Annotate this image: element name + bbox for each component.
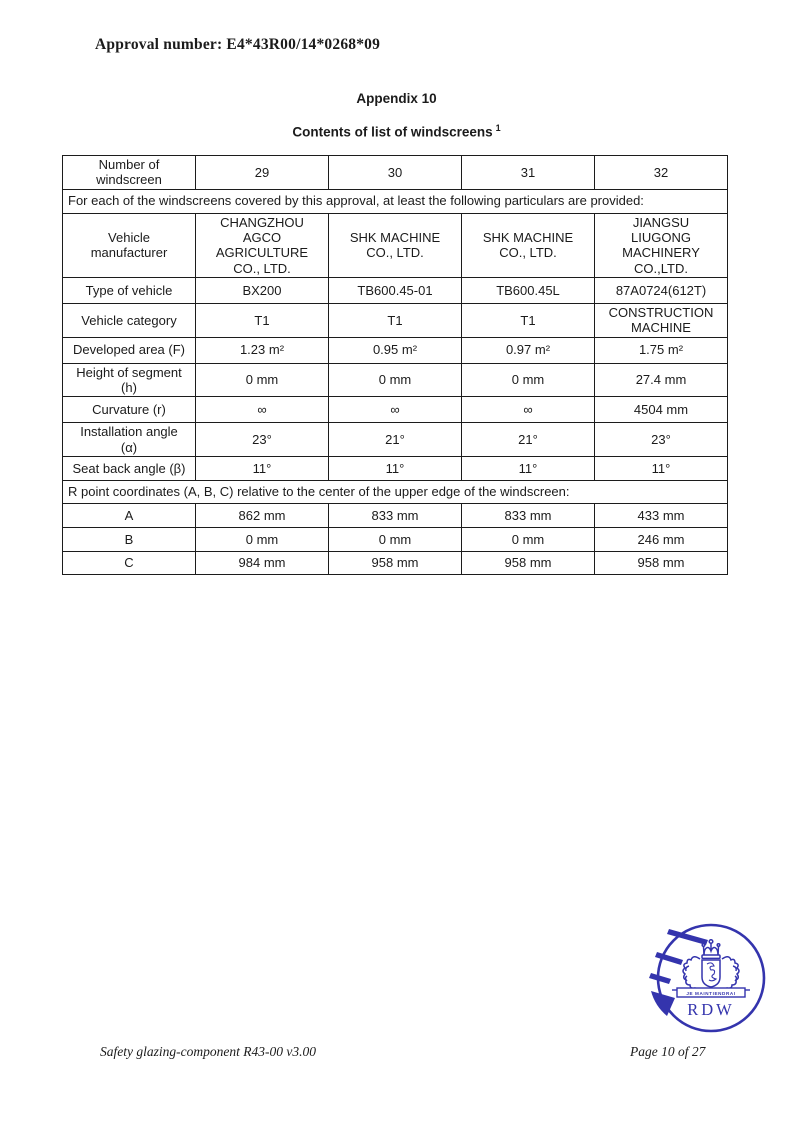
cell: 433 mm [595, 503, 728, 527]
cell: SHK MACHINE CO., LTD. [329, 213, 462, 277]
cell: 23° [595, 423, 728, 457]
subtitle-footnote-marker: 1 [495, 123, 501, 133]
cell: 0 mm [462, 363, 595, 397]
table-row [63, 156, 728, 190]
row-label: Installation angle (α) [63, 423, 196, 457]
windscreen-table [62, 155, 728, 575]
row-label: Number of windscreen [63, 156, 196, 190]
cell: 0 mm [462, 527, 595, 551]
cell: 23° [196, 423, 329, 457]
cell: ∞ [462, 397, 595, 423]
table-row [63, 303, 728, 337]
table-row [63, 480, 728, 503]
cell: 833 mm [329, 503, 462, 527]
row-label: A [63, 503, 196, 527]
row-label: Curvature (r) [63, 397, 196, 423]
cell: 958 mm [329, 551, 462, 574]
table-row [63, 363, 728, 397]
document-version: Safety glazing-component R43-00 v3.00 [100, 1044, 316, 1059]
cell: BX200 [196, 277, 329, 303]
rdw-logo-icon [645, 918, 780, 1033]
cell: 0 mm [196, 527, 329, 551]
cell: 0 mm [196, 363, 329, 397]
cell: 11° [329, 456, 462, 480]
cell: 862 mm [196, 503, 329, 527]
cell: CONSTRUCTION MACHINE [595, 303, 728, 337]
cell: 958 mm [462, 551, 595, 574]
cell: ∞ [329, 397, 462, 423]
cell: 30 [329, 156, 462, 190]
cell: T1 [462, 303, 595, 337]
cell: 4504 mm [595, 397, 728, 423]
table-note: For each of the windscreens covered by this approval, at least the following particulars are provided: [63, 189, 728, 213]
cell: 833 mm [462, 503, 595, 527]
rdw-stamp-logo [645, 918, 780, 1033]
cell: 0.95 m² [329, 337, 462, 363]
cell: 31 [462, 156, 595, 190]
cell: 11° [196, 456, 329, 480]
cell: ∞ [196, 397, 329, 423]
row-label: Type of vehicle [63, 277, 196, 303]
cell: SHK MACHINE CO., LTD. [462, 213, 595, 277]
table-row [63, 397, 728, 423]
row-label: C [63, 551, 196, 574]
cell: TB600.45L [462, 277, 595, 303]
cell: 0 mm [329, 363, 462, 397]
cell: 87A0724(612T) [595, 277, 728, 303]
appendix-title: Appendix 10 [356, 91, 437, 106]
table-row [63, 423, 728, 457]
table-row [63, 551, 728, 574]
cell: 32 [595, 156, 728, 190]
row-label: Vehicle manufacturer [63, 213, 196, 277]
row-label: Seat back angle (β) [63, 456, 196, 480]
cell: 21° [462, 423, 595, 457]
cell: 0.97 m² [462, 337, 595, 363]
motto-banner [672, 988, 750, 997]
table-row [63, 189, 728, 213]
cell: CHANGZHOU AGCO AGRICULTURE CO., LTD. [196, 213, 329, 277]
shield-icon [702, 960, 720, 987]
row-label: B [63, 527, 196, 551]
table-row [63, 213, 728, 277]
motto-text: JE MAINTIENDRAI [686, 990, 736, 996]
cell: 0 mm [329, 527, 462, 551]
cell: 29 [196, 156, 329, 190]
page-subtitle [0, 123, 793, 140]
cell: 11° [595, 456, 728, 480]
cell: 21° [329, 423, 462, 457]
cell: 984 mm [196, 551, 329, 574]
cell: TB600.45-01 [329, 277, 462, 303]
organization-text: RDW [687, 1000, 735, 1019]
cell: 1.75 m² [595, 337, 728, 363]
cell: 1.23 m² [196, 337, 329, 363]
approval-number: Approval number: E4*43R00/14*0268*09 [95, 36, 381, 53]
table-row [63, 456, 728, 480]
table-row [63, 337, 728, 363]
table-row [63, 277, 728, 303]
row-label: Developed area (F) [63, 337, 196, 363]
cell: 958 mm [595, 551, 728, 574]
cell: 11° [462, 456, 595, 480]
page-indicator: Page 10 of 27 [630, 1044, 706, 1059]
r-point-note: R point coordinates (A, B, C) relative to the center of the upper edge of the windscreen: [63, 480, 728, 503]
lion-supporters-icon [683, 957, 739, 990]
table-row [63, 503, 728, 527]
cell: T1 [329, 303, 462, 337]
row-label: Vehicle category [63, 303, 196, 337]
cell: T1 [196, 303, 329, 337]
table-row [63, 527, 728, 551]
subtitle-text: Contents of list of windscreens [292, 124, 493, 140]
cell: JIANGSU LIUGONG MACHINERY CO.,LTD. [595, 213, 728, 277]
cell: 246 mm [595, 527, 728, 551]
row-label: Height of segment (h) [63, 363, 196, 397]
cell: 27.4 mm [595, 363, 728, 397]
